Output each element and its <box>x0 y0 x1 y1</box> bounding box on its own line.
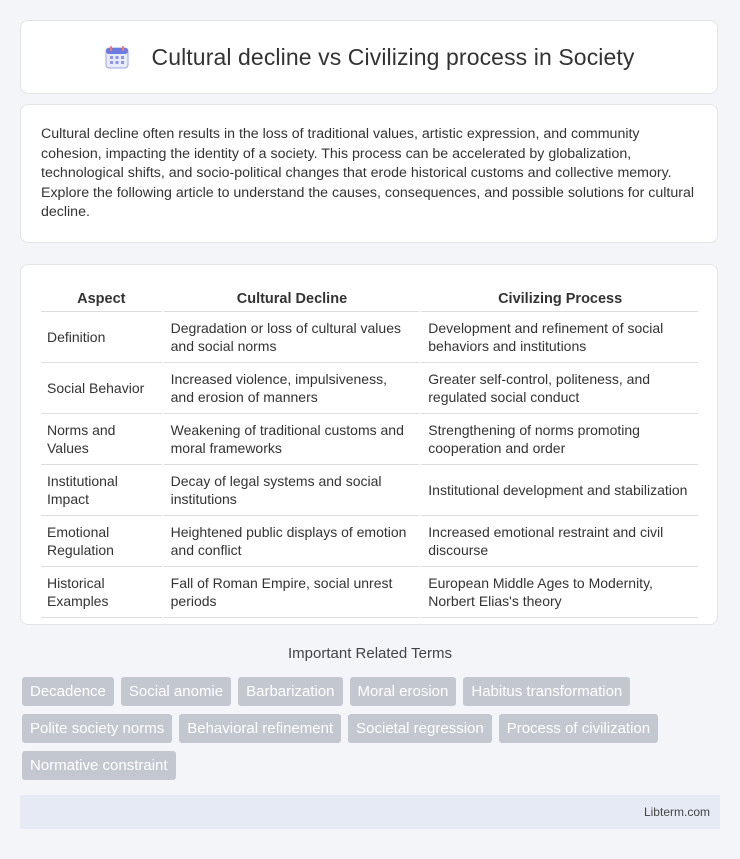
table-row <box>41 363 698 414</box>
related-terms-list <box>22 677 722 780</box>
table-cell-cultural-decline: Degradation or loss of cultural values and social norms <box>162 312 420 363</box>
table-cell-aspect: Norms and Values <box>41 414 162 465</box>
table-cell-cultural-decline: Fall of Roman Empire, social unrest periods <box>162 567 420 618</box>
table-cell-cultural-decline: Weakening of traditional customs and moral frameworks <box>162 414 420 465</box>
table-row <box>41 516 698 567</box>
column-header-civilizing-process: Civilizing Process <box>419 285 698 312</box>
table-cell-aspect: Emotional Regulation <box>41 516 162 567</box>
related-term-tag[interactable]: Behavioral refinement <box>179 714 341 743</box>
table-row <box>41 312 698 363</box>
related-terms-title: Important Related Terms <box>288 645 452 662</box>
table-row <box>41 414 698 465</box>
intro-text: Cultural decline often results in the loss of traditional values, artistic expression, and community cohesion, impacting the identity of a society. This process can be accelerated by globalization, technological shifts, and socio-political changes that erode historical customs and collective memory. Explore the following article to understand the causes, consequences, and possible solutions for cultural decline. <box>41 126 695 220</box>
table-cell-civilizing-process: Increased emotional restraint and civil discourse <box>419 516 698 567</box>
related-term-tag[interactable]: Moral erosion <box>350 677 457 706</box>
table-cell-civilizing-process: Greater self-control, politeness, and regulated social conduct <box>419 363 698 414</box>
calendar-grid-icon <box>104 44 130 70</box>
table-header-row <box>41 285 698 312</box>
column-header-aspect: Aspect <box>41 285 162 312</box>
table-cell-aspect: Historical Examples <box>41 567 162 618</box>
related-term-tag[interactable]: Habitus transformation <box>463 677 630 706</box>
column-header-cultural-decline: Cultural Decline <box>162 285 420 312</box>
footer-site-name[interactable]: Libterm.com <box>643 805 710 819</box>
comparison-table-card <box>20 264 718 625</box>
related-term-tag[interactable]: Polite society norms <box>22 714 172 743</box>
table-cell-aspect: Definition <box>41 312 162 363</box>
related-term-tag[interactable]: Societal regression <box>348 714 492 743</box>
table-cell-civilizing-process: Strengthening of norms promoting cooperation and order <box>419 414 698 465</box>
footer <box>20 795 720 829</box>
page-title: Cultural decline vs Civilizing process in Society <box>151 43 635 70</box>
related-term-tag[interactable]: Social anomie <box>121 677 231 706</box>
related-term-tag[interactable]: Process of civilization <box>499 714 658 743</box>
intro-card <box>20 104 718 243</box>
table-cell-civilizing-process: Institutional development and stabilization <box>419 465 698 516</box>
related-term-tag[interactable]: Decadence <box>22 677 114 706</box>
table-cell-cultural-decline: Decay of legal systems and social institutions <box>162 465 420 516</box>
related-term-tag[interactable]: Normative constraint <box>22 751 176 780</box>
related-term-tag[interactable]: Barbarization <box>238 677 342 706</box>
table-cell-civilizing-process: Development and refinement of social behaviors and institutions <box>419 312 698 363</box>
table-cell-aspect: Social Behavior <box>41 363 162 414</box>
table-row <box>41 465 698 516</box>
table-row <box>41 567 698 618</box>
table-cell-civilizing-process: European Middle Ages to Modernity, Norbert Elias's theory <box>419 567 698 618</box>
comparison-table <box>41 285 698 618</box>
header-card <box>20 20 718 94</box>
table-cell-cultural-decline: Heightened public displays of emotion and conflict <box>162 516 420 567</box>
table-cell-aspect: Institutional Impact <box>41 465 162 516</box>
table-cell-cultural-decline: Increased violence, impulsiveness, and erosion of manners <box>162 363 420 414</box>
